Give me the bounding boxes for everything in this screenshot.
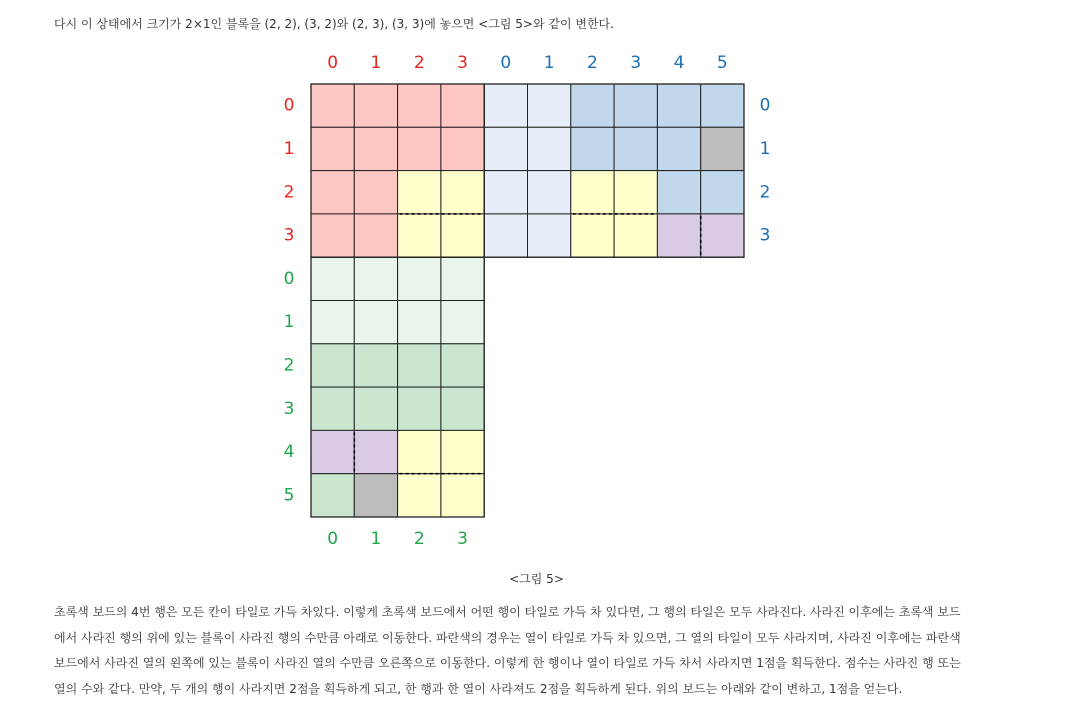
green-board-cell: [441, 430, 484, 473]
green-col-label: 1: [370, 529, 382, 549]
blue-board-cell: [701, 127, 744, 170]
green-board-cell: [311, 257, 354, 300]
blue-row-label: 1: [759, 138, 771, 159]
green-col-label: 2: [413, 529, 425, 549]
green-board-cell: [311, 344, 354, 387]
green-row-label: 0: [283, 268, 295, 289]
blue-board-cell: [614, 127, 657, 170]
green-col-label: 3: [457, 529, 468, 549]
blue-col-label: 2: [587, 53, 598, 73]
red-row-label: 1: [283, 138, 295, 159]
red-board-cell: [311, 127, 354, 170]
red-col-label: 3: [457, 53, 468, 73]
blue-board-cell: [528, 127, 571, 170]
blue-board-cell: [657, 127, 700, 170]
red-board-cell: [441, 84, 484, 127]
blue-board-cell: [571, 214, 614, 257]
red-board-cell: [311, 171, 354, 214]
green-row-label: 5: [283, 485, 295, 506]
green-col-label: 0: [327, 529, 339, 549]
blue-col-label: 4: [673, 53, 685, 73]
blue-board-cell: [614, 84, 657, 127]
red-col-label: 1: [370, 53, 382, 73]
red-row-label: 2: [283, 182, 295, 203]
green-board-cell: [311, 387, 354, 430]
blue-board-cell: [571, 127, 614, 170]
green-board-cell: [398, 474, 441, 517]
blue-board-cell: [657, 214, 700, 257]
red-col-label: 0: [327, 53, 339, 73]
red-board-cell: [354, 84, 397, 127]
blue-board-cell: [528, 214, 571, 257]
blue-board-cell: [614, 214, 657, 257]
blue-board-cell: [701, 214, 744, 257]
red-board-cell: [311, 84, 354, 127]
red-board-cell: [398, 214, 441, 257]
blue-board-cell: [701, 171, 744, 214]
blue-board-cell: [657, 84, 700, 127]
red-row-label: 0: [283, 95, 295, 116]
red-board-cell: [398, 127, 441, 170]
blue-board-cell: [484, 171, 527, 214]
green-board-cell: [354, 344, 397, 387]
green-board-cell: [311, 301, 354, 344]
green-board-cell: [441, 344, 484, 387]
blue-board-cell: [484, 214, 527, 257]
description-line: 초록색 보드의 4번 행은 모든 칸이 타일로 가득 차있다. 이렇게 초록색 보드에서 어떤 행이 타일로 가득 차 있다면, 그 행의 타일은 모두 사라진다. 사라진 이후에는 초록색 보드: [54, 605, 961, 619]
description-line: 에서 사라진 행의 위에 있는 블록이 사라진 행의 수만큼 아래로 이동한다. 파란색의 경우는 열이 타일로 가득 차 있으면, 그 열의 타일이 모두 사라지며, 사라진 이후에는 파란색: [54, 630, 961, 645]
green-board-cell: [398, 430, 441, 473]
red-board-cell: [441, 214, 484, 257]
blue-row-label: 3: [759, 225, 771, 246]
green-board-cell: [354, 301, 397, 344]
blue-board-cell: [484, 84, 527, 127]
description: [54, 600, 1014, 702]
green-board-cell: [441, 257, 484, 300]
green-board-cell: [398, 387, 441, 430]
green-row-label: 1: [283, 312, 295, 333]
green-board-cell: [398, 257, 441, 300]
blue-col-label: 1: [543, 53, 555, 73]
green-board-cell: [398, 301, 441, 344]
red-col-label: 2: [413, 53, 425, 73]
green-board-cell: [354, 430, 397, 473]
blue-board-cell: [701, 84, 744, 127]
blue-board-cell: [528, 84, 571, 127]
blue-col-label: 0: [500, 53, 512, 73]
blue-col-label: 3: [630, 53, 642, 73]
figure-caption: <그림 5>: [509, 572, 564, 586]
red-board-cell: [441, 127, 484, 170]
blue-board-cell: [571, 84, 614, 127]
blue-col-label: 5: [716, 53, 728, 73]
blue-board-cell: [614, 171, 657, 214]
green-board-cell: [354, 474, 397, 517]
blue-row-label: 0: [759, 95, 771, 116]
green-board-cell: [311, 430, 354, 473]
red-row-label: 3: [283, 225, 295, 246]
red-board-cell: [354, 171, 397, 214]
blue-row-label: 2: [759, 182, 771, 203]
green-row-label: 3: [283, 398, 295, 419]
blue-board-cell: [528, 171, 571, 214]
green-row-label: 2: [283, 355, 295, 376]
blue-board-cell: [484, 127, 527, 170]
red-board-cell: [311, 214, 354, 257]
green-board-cell: [441, 301, 484, 344]
blue-board-cell: [571, 171, 614, 214]
intro-text: 다시 이 상태에서 크기가 2×1인 블록을 (2, 2), (3, 2)와 (2, 3), (3, 3)에 놓으면 <그림 5>와 같이 변한다.: [54, 17, 614, 31]
description-line: 열의 수와 같다. 만약, 두 개의 행이 사라지면 2점을 획득하게 되고, 한 행과 한 열이 사라져도 2점을 획득하게 된다. 위의 보드는 아래와 같이 변하고, 1점을 얻는다.: [54, 681, 903, 696]
green-board-cell: [441, 474, 484, 517]
green-board-cell: [311, 474, 354, 517]
red-board-cell: [354, 214, 397, 257]
red-board-cell: [441, 171, 484, 214]
red-board-cell: [398, 84, 441, 127]
green-board-cell: [398, 344, 441, 387]
description-line: 보드에서 사라진 열의 왼쪽에 있는 블록이 사라진 열의 수만큼 오른쪽으로 이동한다. 이렇게 한 행이나 열이 타일로 가득 차서 사라지면 1점을 획득한다. 점수는 사라진 행 또는: [54, 656, 961, 670]
red-board-cell: [398, 171, 441, 214]
green-board-cell: [441, 387, 484, 430]
green-row-label: 4: [283, 442, 295, 463]
blue-board-cell: [657, 171, 700, 214]
green-board-cell: [354, 257, 397, 300]
red-board-cell: [354, 127, 397, 170]
green-board-cell: [354, 387, 397, 430]
